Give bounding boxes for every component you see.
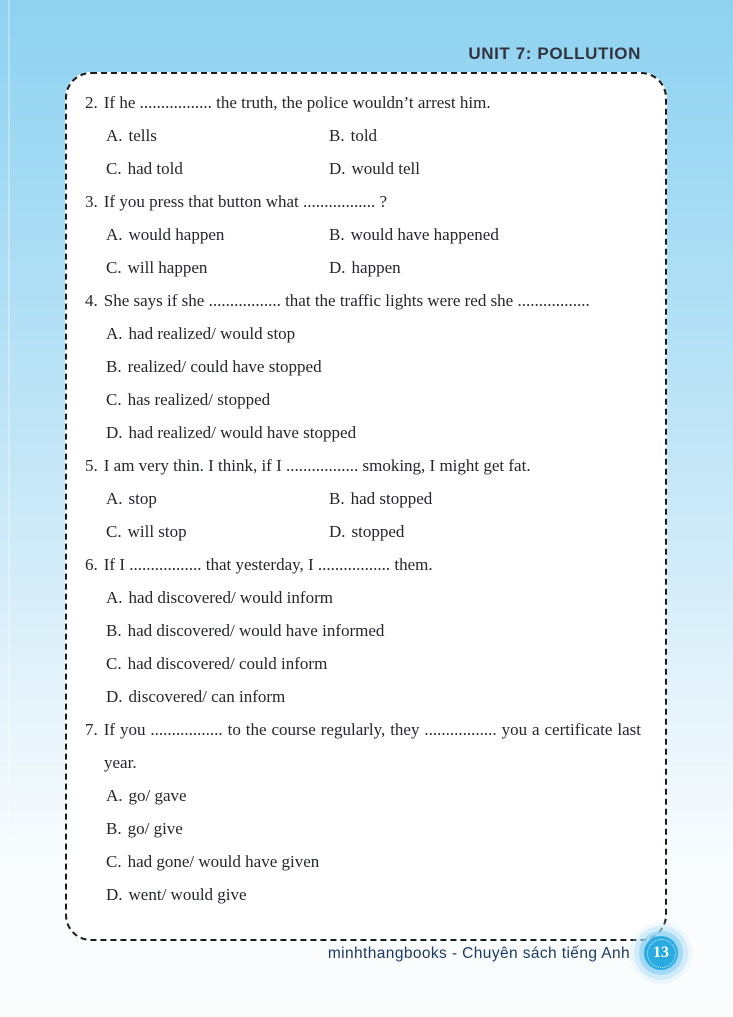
options-list [106,317,641,449]
option-item [106,515,329,548]
option-item [106,317,641,350]
option-text: would tell [351,159,420,178]
publisher-footer: minhthangbooks - Chuyên sách tiếng Anh [327,945,630,962]
page-number-badge [644,936,678,970]
option-text: had realized/ would stop [128,324,296,343]
option-label: B. [329,126,345,145]
question-number: 2. [85,93,98,112]
option-label: C. [106,522,122,541]
option-label: A. [106,786,123,805]
question-item [85,449,641,548]
option-text: tells [128,126,157,145]
option-label: A. [106,588,123,607]
options-list [106,482,641,548]
question-text [85,284,641,317]
option-item [106,218,329,251]
option-text: told [350,126,378,145]
option-item [106,614,641,647]
question-number: 6. [85,555,98,574]
option-text: go/ give [127,819,183,838]
question-item [85,185,641,284]
question-number: 5. [85,456,98,475]
options-list [106,779,641,911]
question-body: If you press that button what ................. ? [103,192,388,211]
option-label: C. [106,654,122,673]
unit-title: UNIT 7: POLLUTION [468,44,641,63]
option-label: B. [106,357,122,376]
question-text [85,86,641,119]
option-item [329,218,641,251]
option-item [329,251,641,284]
option-label: A. [106,225,123,244]
option-label: C. [106,390,122,409]
option-label: C. [106,258,122,277]
option-label: A. [106,324,123,343]
option-item [106,416,641,449]
question-text [85,185,641,218]
option-text: went/ would give [128,885,247,904]
option-item [329,515,641,548]
option-item [106,383,641,416]
option-label: D. [106,687,123,706]
page-number: 13 [653,944,669,961]
option-label: A. [106,489,123,508]
option-item [106,647,641,680]
question-text [85,449,641,482]
option-item [106,119,329,152]
page-edge-highlight [8,0,10,1017]
option-item [106,845,641,878]
option-label: B. [106,819,122,838]
questions-container [85,86,641,911]
page-header [468,44,641,64]
option-text: had told [127,159,183,178]
option-text: would have happened [350,225,499,244]
option-text: stopped [351,522,405,541]
option-label: C. [106,852,122,871]
question-item [85,713,641,911]
question-body: I am very thin. I think, if I ................. smoking, I might get fat. [103,456,531,475]
option-item [106,350,641,383]
option-text: had discovered/ would have informed [127,621,385,640]
option-label: B. [329,225,345,244]
option-label: D. [106,885,123,904]
option-item [106,680,641,713]
question-number: 4. [85,291,98,310]
option-item [106,581,641,614]
quiz-box [65,72,667,941]
question-text [85,713,641,779]
option-item [106,779,641,812]
option-text: will stop [127,522,187,541]
option-text: realized/ could have stopped [127,357,322,376]
options-list [106,119,641,185]
option-text: had realized/ would have stopped [128,423,357,442]
option-text: had gone/ would have given [127,852,320,871]
question-body: If I ................. that yesterday, I ................. them. [103,555,433,574]
option-text: had discovered/ would inform [128,588,333,607]
option-label: D. [329,258,346,277]
option-label: D. [329,522,346,541]
option-text: happen [351,258,401,277]
options-list [106,218,641,284]
option-text: had stopped [350,489,433,508]
option-text: had discovered/ could inform [127,654,328,673]
question-body: If you ................. to the course regularly, they ................. you a certificate last year. [103,720,641,772]
option-item [329,119,641,152]
question-body: If he ................. the truth, the police wouldn’t arrest him. [103,93,491,112]
option-label: B. [329,489,345,508]
option-label: A. [106,126,123,145]
option-item [106,251,329,284]
option-text: will happen [127,258,208,277]
option-item [329,482,641,515]
question-item [85,548,641,713]
question-number: 7. [85,720,98,739]
question-text [85,548,641,581]
question-item [85,284,641,449]
question-item [85,86,641,185]
option-item [106,878,641,911]
option-text: go/ gave [128,786,187,805]
option-label: C. [106,159,122,178]
option-label: B. [106,621,122,640]
question-number: 3. [85,192,98,211]
option-text: would happen [128,225,225,244]
options-list [106,581,641,713]
option-text: discovered/ can inform [128,687,286,706]
option-item [106,152,329,185]
option-label: D. [106,423,123,442]
question-body: She says if she ................. that the traffic lights were red she ................. [103,291,590,310]
option-item [329,152,641,185]
option-label: D. [329,159,346,178]
option-item [106,482,329,515]
option-text: has realized/ stopped [127,390,271,409]
option-item [106,812,641,845]
option-text: stop [128,489,157,508]
